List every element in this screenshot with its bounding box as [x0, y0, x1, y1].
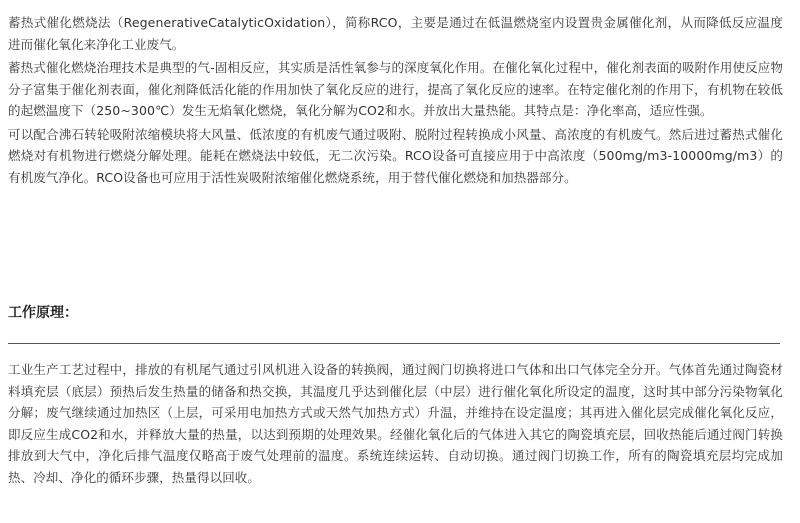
principle-section [8, 359, 783, 488]
intro-section [8, 12, 783, 188]
section-title-principle: 工作原理： [8, 305, 78, 321]
intro-paragraph-3: 可以配合沸石转轮吸附浓缩模块将大风量、低浓度的有机废气通过吸附、脱附过程转换成小风量、高浓度的有机废气。然后进过蓄热式催化燃烧对有机物进行燃烧分解处理。能耗在燃烧法中较低，无二次污染。RCO设备可直接应用于中高浓度（500mg/m3-10000mg/m3）的有机废气净化。RCO设备也可应用于活性炭吸附浓缩催化燃烧系统，用于替代催化燃烧和加热器部分。 [8, 126, 783, 185]
section-divider [8, 343, 780, 344]
principle-paragraph: 工业生产工艺过程中，排放的有机尾气通过引风机进入设备的转换阀，通过阀门切换将进口气体和出口气体完全分开。气体首先通过陶瓷材料填充层（底层）预热后发生热量的储备和热交换，其温度几乎达到催化层（中层）进行催化氧化所设定的温度，这时其中部分污染物氧化分解；废气继续通过加热区（上层，可采用电加热方式或天然气加热方式）升温，并维持在设定温度；其再进入催化层完成催化氧化反应，即反应生成CO2和水，并释放大量的热量，以达到预期的处理效果。经催化氧化后的气体进入其它的陶瓷填充层，回收热能后通过阀门转换排放到大气中，净化后排气温度仅略高于废气处理前的温度。系统连续运转、自动切换。通过阀门切换工作，所有的陶瓷填充层均完成加热、冷却、净化的循环步骤，热量得以回收。 [8, 362, 783, 485]
intro-paragraph-1: 蓄热式催化燃烧法（RegenerativeCatalyticOxidation），简称RCO，主要是通过在低温燃烧室内设置贵金属催化剂，从而降低反应温度进而催化氧化来净化工业废气。 [8, 15, 783, 52]
intro-paragraph-2: 蓄热式催化燃烧治理技术是典型的气-固相反应，其实质是活性氧参与的深度氧化作用。在催化氧化过程中，催化剂表面的吸附作用使反应物分子富集于催化剂表面，催化剂降低活化能的作用加快了氧化反应的进行，提高了氧化反应的速率。在特定催化剂的作用下，有机物在较低的起燃温度下（250~300℃）发生无焰氧化燃烧，氧化分解为CO2和水。并放出大量热能。其特点是：净化率高，适应性强。 [8, 60, 783, 118]
